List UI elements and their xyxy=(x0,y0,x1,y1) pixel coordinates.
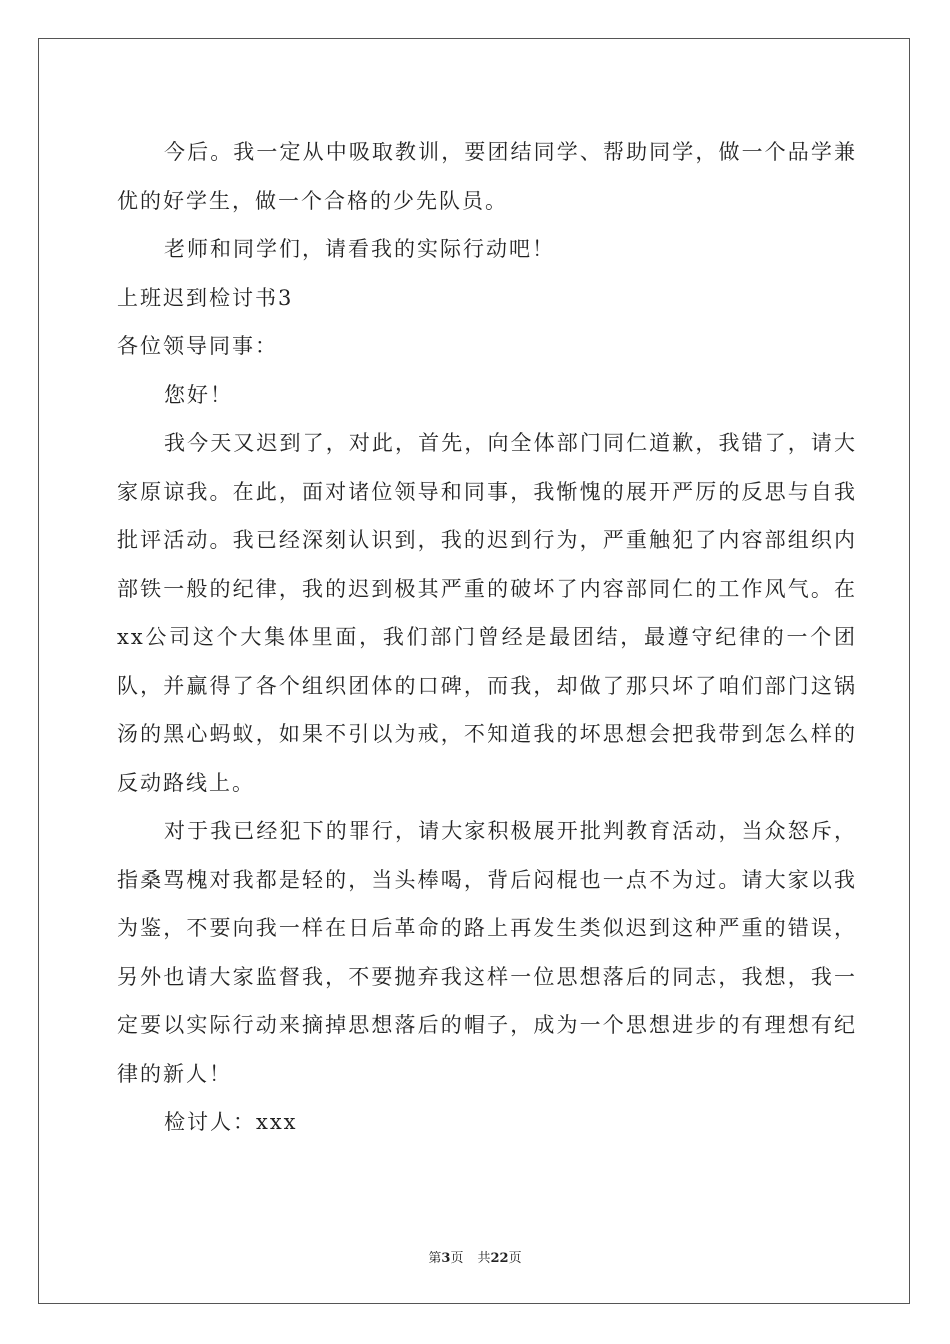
page-footer xyxy=(0,1247,950,1266)
total-prefix: 共 xyxy=(477,1251,491,1266)
total-pages: 22 xyxy=(490,1251,509,1266)
paragraph-apology: 我今天又迟到了，对此，首先，向全体部门同仁道歉，我错了，请大家原谅我。在此，面对诸位领导和同事，我惭愧的展开严厉的反思与自我批评活动。我已经深刻认识到，我的迟到行为，严重触犯了内容部组织内部铁一般的纪律，我的迟到极其严重的破坏了内容部同仁的工作风气。在xx公司这个大集体里面，我们部门曾经是最团结，最遵守纪律的一个团队，并赢得了各个组织团体的口碑，而我，却做了那只坏了咱们部门这锅汤的黑心蚂蚁，如果不引以为戒，不知道我的坏思想会把我带到怎么样的反动路线上。 xyxy=(117,431,857,795)
document-body xyxy=(117,128,857,1147)
page-number: 3 xyxy=(441,1251,451,1266)
salutation: 各位领导同事： xyxy=(117,334,278,358)
paragraph-closing-promise: 今后。我一定从中吸取教训，要团结同学、帮助同学，做一个品学兼优的好学生，做一个合格的少先队员。 xyxy=(117,140,857,213)
page-suffix: 页 xyxy=(450,1251,464,1266)
paragraph-request-criticism: 对于我已经犯下的罪行，请大家积极展开批判教育活动，当众怒斥，指桑骂槐对我都是轻的，当头棒喝，背后闷棍也一点不为过。请大家以我为鉴，不要向我一样在日后革命的路上再发生类似迟到这种严重的错误，另外也请大家监督我，不要抛弃我这样一位思想落后的同志，我想，我一定要以实际行动来摘掉思想落后的帽子，成为一个思想进步的有理想有纪律的新人！ xyxy=(117,819,857,1086)
paragraph-call-to-action: 老师和同学们，请看我的实际行动吧！ xyxy=(164,237,555,261)
greeting: 您好！ xyxy=(164,382,233,407)
page-prefix: 第 xyxy=(428,1251,442,1266)
total-suffix: 页 xyxy=(508,1251,522,1266)
signature-line: 检讨人：xxx xyxy=(164,1110,298,1134)
section-title: 上班迟到检讨书3 xyxy=(117,285,294,310)
